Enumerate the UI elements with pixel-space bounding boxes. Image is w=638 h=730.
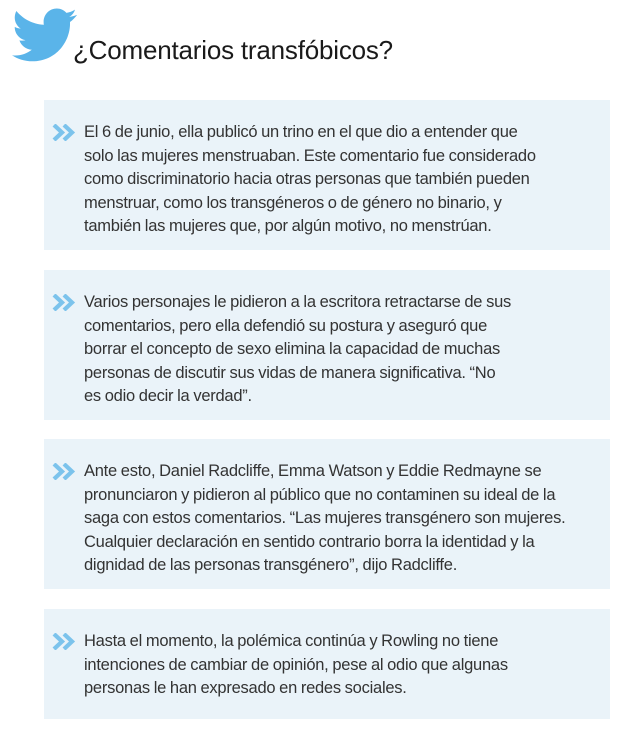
info-card-1 [44,100,610,250]
card-line: comentarios, pero ella defendió su postura y aseguró que [84,316,488,335]
card-line: Cualquier declaración en sentido contrario borra la identidad y la [84,532,535,551]
card-line: saga con estos comentarios. “Las mujeres transgénero son mujeres. [84,509,566,527]
card-line: personas de discutir sus vidas de manera significativa. “No [84,363,496,382]
double-chevron-right-icon [52,463,78,480]
card-line: también las mujeres que, por algún motivo, no menstrúan. [84,217,492,235]
card-line: personas le han expresado en redes sociales. [84,679,407,697]
twitter-bird-icon [12,8,78,64]
card-line: El 6 de junio, ella publicó un trino en el que dio a entender que [84,123,518,141]
card-line: intenciones de cambiar de opinión, pese al odio que algunas [84,655,508,674]
double-chevron-right-icon [52,124,78,141]
info-card-3 [44,439,610,589]
info-card-2 [44,270,610,420]
card-line: borrar el concepto de sexo elimina la capacidad de muchas [84,340,501,358]
card-line: dignidad de las personas transgénero”, dijo Radcliffe. [84,556,458,574]
card-line: Varios personajes le pidieron a la escritora retractarse de sus [84,293,511,311]
page-title: ¿Comentarios transfóbicos? [73,35,393,65]
card-line: solo las mujeres menstruaban. Este comentario fue considerado [84,146,536,165]
card-line: menstruar, como los transgéneros o de género no binario, y [84,193,502,212]
card-line: es odio decir la verdad”. [84,387,252,405]
card-line: pronunciaron y pidieron al público que no contaminen su ideal de la [84,485,556,504]
card-text [84,460,602,578]
card-line: Ante esto, Daniel Radcliffe, Emma Watson y Eddie Redmayne se [84,462,542,480]
header [0,0,638,80]
double-chevron-right-icon [52,633,78,650]
card-text [84,291,602,409]
card-line: como discriminatorio hacia otras personas que también pueden [84,170,530,188]
card-text [84,121,602,239]
info-card-4 [44,609,610,719]
double-chevron-right-icon [52,294,78,311]
card-line: Hasta el momento, la polémica continúa y Rowling no tiene [84,632,499,650]
card-text [84,630,602,701]
